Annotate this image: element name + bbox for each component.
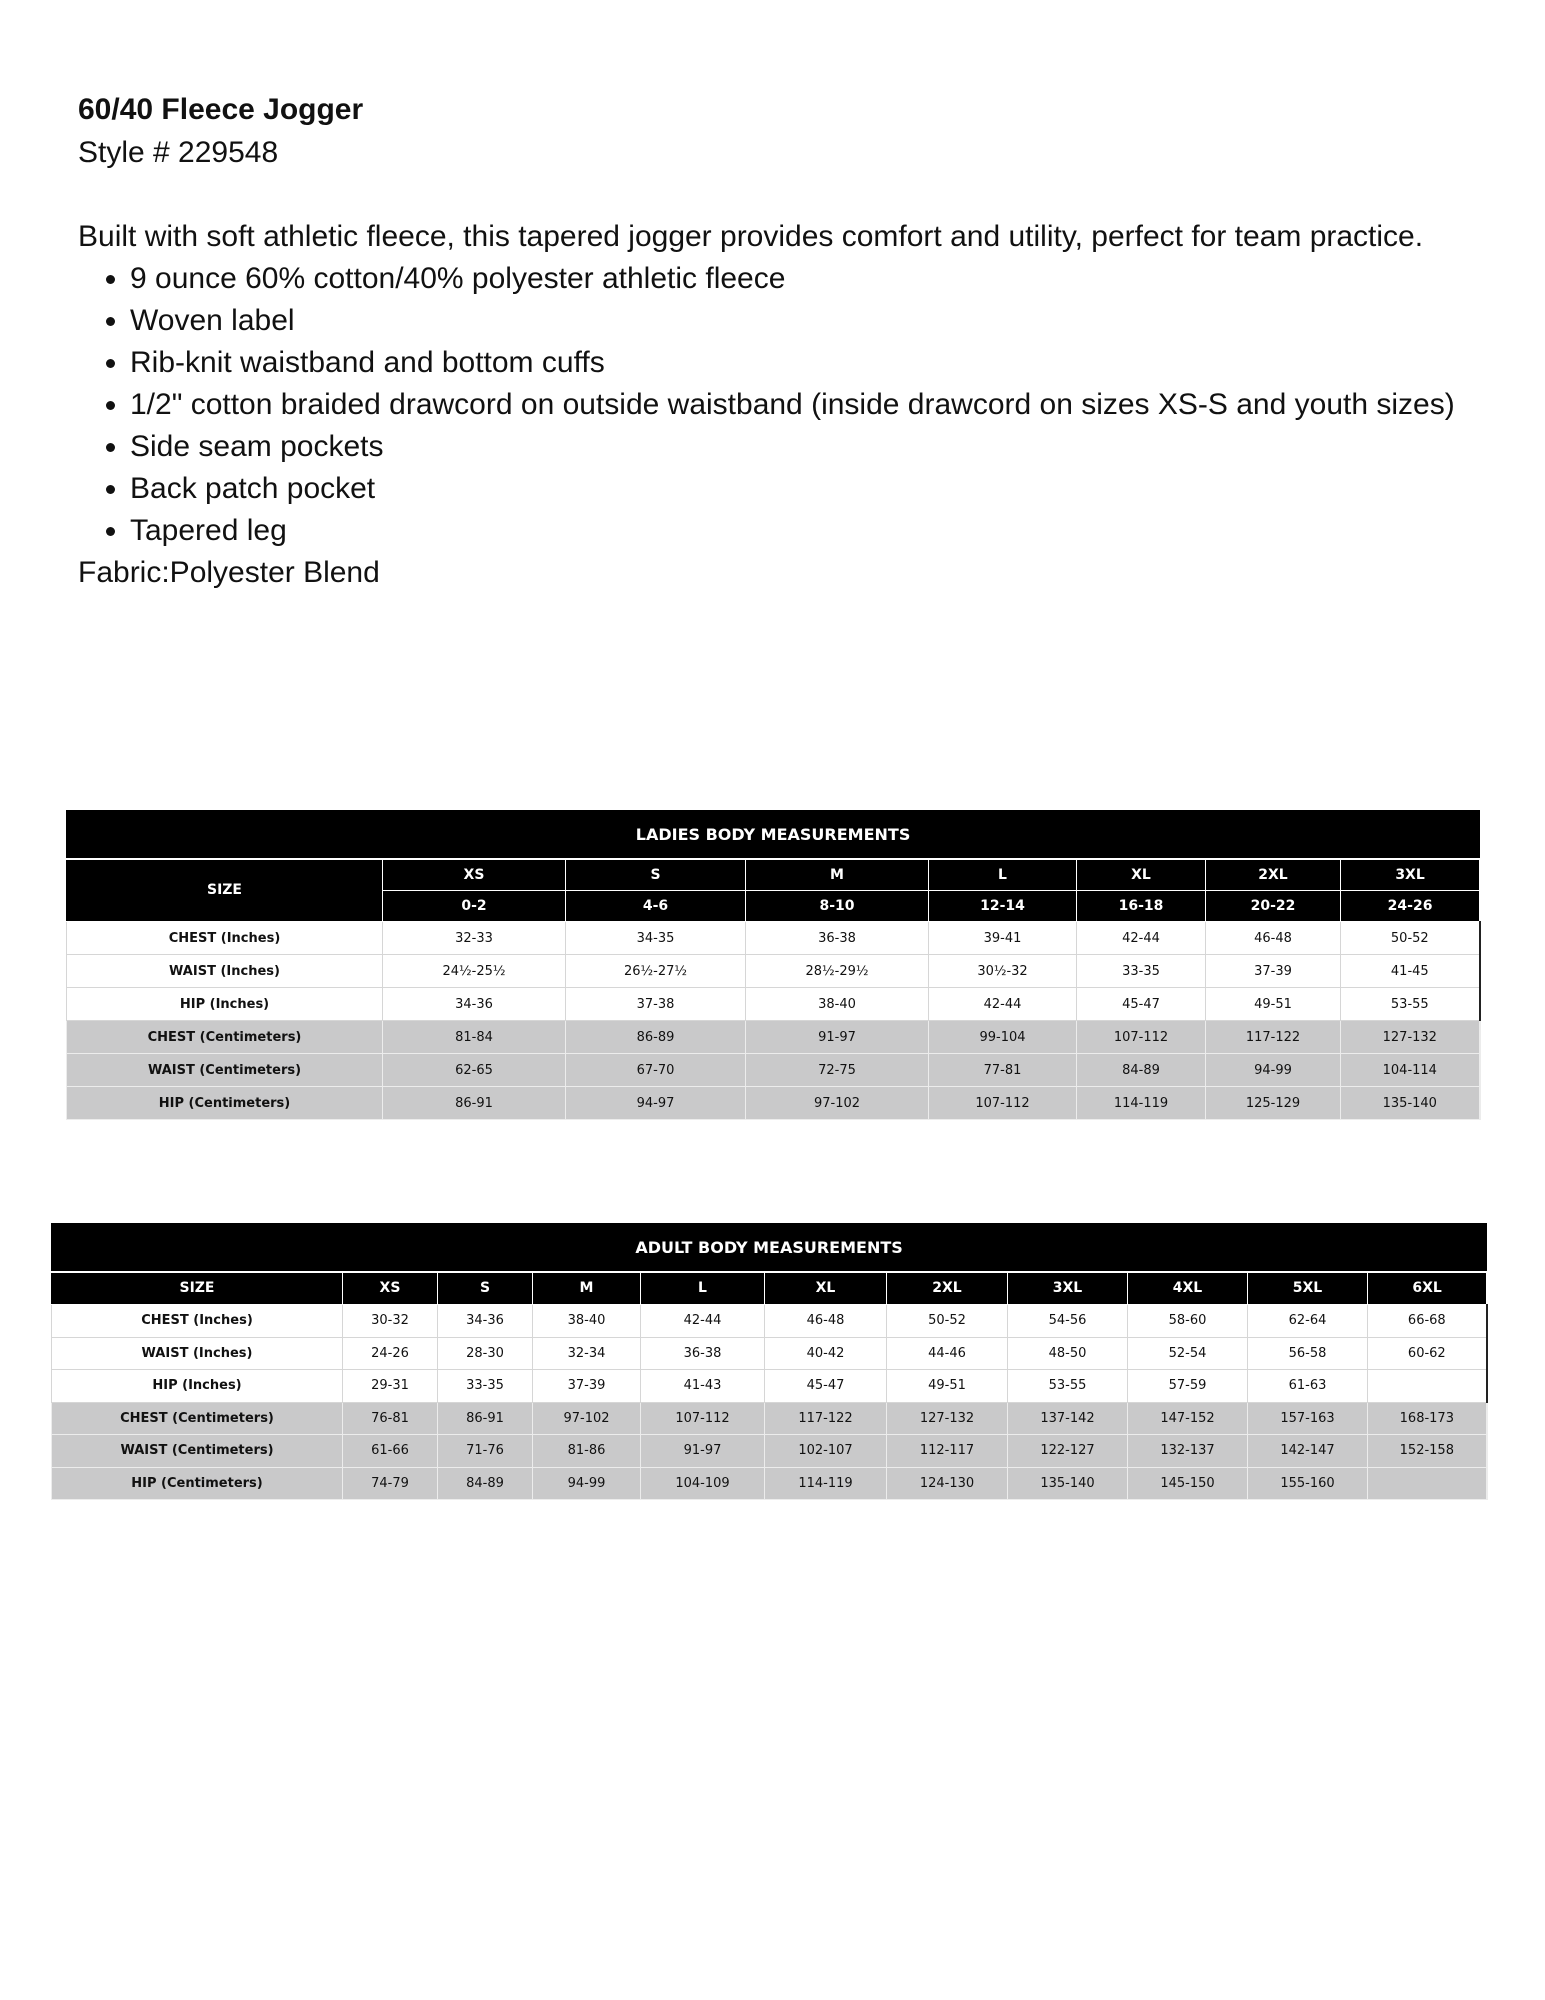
- table-cell: 32-34: [533, 1337, 641, 1370]
- table-row: [67, 988, 1480, 1021]
- table-cell: [1368, 1467, 1487, 1500]
- table-cell: 40-42: [765, 1337, 887, 1370]
- table-cell: 72-75: [746, 1054, 929, 1087]
- table-cell: 91-97: [746, 1021, 929, 1054]
- table-row: [67, 1087, 1480, 1120]
- size-header-cell: M: [533, 1272, 641, 1305]
- size-header-cell: 5XL: [1248, 1272, 1368, 1305]
- ladies-size-header: SIZE: [67, 859, 383, 922]
- table-cell: 81-86: [533, 1435, 641, 1468]
- row-label: HIP (Inches): [52, 1370, 343, 1403]
- numeric-size-cell: 4-6: [566, 891, 746, 922]
- table-row: [52, 1467, 1487, 1500]
- table-cell: 84-89: [1077, 1054, 1206, 1087]
- table-cell: 33-35: [1077, 955, 1206, 988]
- feature-item: • Rib-knit waistband and bottom cuffs: [130, 342, 1498, 384]
- table-cell: 142-147: [1248, 1435, 1368, 1468]
- table-cell: 86-89: [566, 1021, 746, 1054]
- table-cell: 46-48: [765, 1305, 887, 1338]
- product-title: 60/40 Fleece Jogger: [78, 93, 364, 126]
- table-cell: [1368, 1370, 1487, 1403]
- row-label: CHEST (Inches): [67, 922, 383, 955]
- size-header-cell: 2XL: [1206, 859, 1341, 891]
- table-row: [67, 955, 1480, 988]
- row-label: WAIST (Inches): [67, 955, 383, 988]
- row-label: HIP (Centimeters): [67, 1087, 383, 1120]
- table-cell: 34-36: [383, 988, 566, 1021]
- numeric-size-cell: 12-14: [929, 891, 1077, 922]
- adult-chart-title: ADULT BODY MEASUREMENTS: [52, 1224, 1487, 1272]
- table-cell: 30-32: [343, 1305, 438, 1338]
- table-cell: 60-62: [1368, 1337, 1487, 1370]
- table-cell: 147-152: [1128, 1402, 1248, 1435]
- table-cell: 114-119: [1077, 1087, 1206, 1120]
- table-cell: 76-81: [343, 1402, 438, 1435]
- table-cell: 107-112: [929, 1087, 1077, 1120]
- table-cell: 124-130: [887, 1467, 1008, 1500]
- size-header-cell: XS: [383, 859, 566, 891]
- table-cell: 29-31: [343, 1370, 438, 1403]
- table-cell: 33-35: [438, 1370, 533, 1403]
- table-cell: 24½-25½: [383, 955, 566, 988]
- row-label: CHEST (Centimeters): [52, 1402, 343, 1435]
- table-cell: 62-65: [383, 1054, 566, 1087]
- table-cell: 71-76: [438, 1435, 533, 1468]
- table-cell: 53-55: [1008, 1370, 1128, 1403]
- table-cell: 62-64: [1248, 1305, 1368, 1338]
- numeric-size-cell: 24-26: [1341, 891, 1480, 922]
- numeric-size-cell: 20-22: [1206, 891, 1341, 922]
- adult-size-header: SIZE: [52, 1272, 343, 1305]
- table-cell: 125-129: [1206, 1087, 1341, 1120]
- row-label: HIP (Inches): [67, 988, 383, 1021]
- table-cell: 104-114: [1341, 1054, 1480, 1087]
- table-cell: 38-40: [533, 1305, 641, 1338]
- table-cell: 37-38: [566, 988, 746, 1021]
- table-cell: 112-117: [887, 1435, 1008, 1468]
- table-cell: 94-99: [1206, 1054, 1341, 1087]
- table-cell: 74-79: [343, 1467, 438, 1500]
- size-header-cell: 6XL: [1368, 1272, 1487, 1305]
- table-row: [52, 1370, 1487, 1403]
- table-cell: 42-44: [1077, 922, 1206, 955]
- table-cell: 86-91: [383, 1087, 566, 1120]
- table-cell: 122-127: [1008, 1435, 1128, 1468]
- table-cell: 152-158: [1368, 1435, 1487, 1468]
- feature-list: [78, 258, 1498, 552]
- row-label: WAIST (Centimeters): [67, 1054, 383, 1087]
- feature-item: • Back patch pocket: [130, 468, 1498, 510]
- table-cell: 42-44: [929, 988, 1077, 1021]
- feature-item: • Tapered leg: [130, 510, 1498, 552]
- product-summary: Built with soft athletic fleece, this tapered jogger provides comfort and utility, perfect for team practice.: [78, 220, 1424, 253]
- size-header-cell: 3XL: [1008, 1272, 1128, 1305]
- table-cell: 127-132: [887, 1402, 1008, 1435]
- feature-item: • Side seam pockets: [130, 426, 1498, 468]
- table-cell: 32-33: [383, 922, 566, 955]
- feature-item: • 1/2" cotton braided drawcord on outside waistband (inside drawcord on sizes XS-S and youth sizes): [130, 384, 1498, 426]
- table-cell: 97-102: [533, 1402, 641, 1435]
- size-header-cell: 3XL: [1341, 859, 1480, 891]
- table-cell: 37-39: [533, 1370, 641, 1403]
- table-cell: 24-26: [343, 1337, 438, 1370]
- size-header-cell: S: [566, 859, 746, 891]
- table-cell: 50-52: [1341, 922, 1480, 955]
- table-cell: 61-63: [1248, 1370, 1368, 1403]
- table-cell: 114-119: [765, 1467, 887, 1500]
- table-cell: 104-109: [641, 1467, 765, 1500]
- size-header-cell: S: [438, 1272, 533, 1305]
- table-cell: 137-142: [1008, 1402, 1128, 1435]
- size-header-cell: L: [929, 859, 1077, 891]
- size-header-cell: XS: [343, 1272, 438, 1305]
- table-cell: 53-55: [1341, 988, 1480, 1021]
- table-cell: 34-36: [438, 1305, 533, 1338]
- table-cell: 97-102: [746, 1087, 929, 1120]
- table-cell: 56-58: [1248, 1337, 1368, 1370]
- table-row: [67, 1021, 1480, 1054]
- table-cell: 94-97: [566, 1087, 746, 1120]
- table-row: [67, 922, 1480, 955]
- table-cell: 28-30: [438, 1337, 533, 1370]
- numeric-size-cell: 16-18: [1077, 891, 1206, 922]
- table-row: [52, 1402, 1487, 1435]
- table-cell: 67-70: [566, 1054, 746, 1087]
- fabric-info: Fabric:Polyester Blend: [78, 556, 380, 589]
- table-cell: 99-104: [929, 1021, 1077, 1054]
- table-cell: 49-51: [1206, 988, 1341, 1021]
- table-cell: 94-99: [533, 1467, 641, 1500]
- table-cell: 39-41: [929, 922, 1077, 955]
- table-cell: 54-56: [1008, 1305, 1128, 1338]
- table-cell: 107-112: [641, 1402, 765, 1435]
- table-cell: 127-132: [1341, 1021, 1480, 1054]
- table-cell: 135-140: [1008, 1467, 1128, 1500]
- size-header-cell: M: [746, 859, 929, 891]
- table-cell: 37-39: [1206, 955, 1341, 988]
- table-cell: 86-91: [438, 1402, 533, 1435]
- table-cell: 81-84: [383, 1021, 566, 1054]
- table-cell: 57-59: [1128, 1370, 1248, 1403]
- table-cell: 84-89: [438, 1467, 533, 1500]
- size-header-cell: 2XL: [887, 1272, 1008, 1305]
- table-cell: 50-52: [887, 1305, 1008, 1338]
- table-cell: 42-44: [641, 1305, 765, 1338]
- table-cell: 49-51: [887, 1370, 1008, 1403]
- table-cell: 30½-32: [929, 955, 1077, 988]
- table-cell: 157-163: [1248, 1402, 1368, 1435]
- table-cell: 77-81: [929, 1054, 1077, 1087]
- table-cell: 66-68: [1368, 1305, 1487, 1338]
- table-cell: 38-40: [746, 988, 929, 1021]
- table-row: [52, 1435, 1487, 1468]
- row-label: WAIST (Inches): [52, 1337, 343, 1370]
- table-cell: 26½-27½: [566, 955, 746, 988]
- style-number: Style # 229548: [78, 136, 279, 169]
- size-header-cell: XL: [1077, 859, 1206, 891]
- row-label: CHEST (Centimeters): [67, 1021, 383, 1054]
- table-cell: 107-112: [1077, 1021, 1206, 1054]
- table-cell: 117-122: [1206, 1021, 1341, 1054]
- table-cell: 61-66: [343, 1435, 438, 1468]
- table-cell: 41-43: [641, 1370, 765, 1403]
- table-cell: 45-47: [1077, 988, 1206, 1021]
- table-cell: 36-38: [641, 1337, 765, 1370]
- numeric-size-cell: 8-10: [746, 891, 929, 922]
- ladies-size-chart: [66, 810, 1481, 1120]
- table-row: [52, 1337, 1487, 1370]
- table-row: [67, 1054, 1480, 1087]
- table-cell: 117-122: [765, 1402, 887, 1435]
- table-cell: 145-150: [1128, 1467, 1248, 1500]
- table-cell: 41-45: [1341, 955, 1480, 988]
- table-cell: 52-54: [1128, 1337, 1248, 1370]
- table-cell: 155-160: [1248, 1467, 1368, 1500]
- numeric-size-cell: 0-2: [383, 891, 566, 922]
- table-cell: 102-107: [765, 1435, 887, 1468]
- table-cell: 91-97: [641, 1435, 765, 1468]
- table-cell: 44-46: [887, 1337, 1008, 1370]
- feature-item: • 9 ounce 60% cotton/40% polyester athletic fleece: [130, 258, 1498, 300]
- table-cell: 45-47: [765, 1370, 887, 1403]
- adult-size-chart: [51, 1223, 1488, 1500]
- size-header-cell: L: [641, 1272, 765, 1305]
- table-cell: 135-140: [1341, 1087, 1480, 1120]
- table-cell: 46-48: [1206, 922, 1341, 955]
- size-header-cell: XL: [765, 1272, 887, 1305]
- product-description: [78, 88, 1498, 594]
- table-cell: 58-60: [1128, 1305, 1248, 1338]
- feature-item: • Woven label: [130, 300, 1498, 342]
- ladies-chart-title: LADIES BODY MEASUREMENTS: [67, 811, 1480, 859]
- row-label: HIP (Centimeters): [52, 1467, 343, 1500]
- size-header-cell: 4XL: [1128, 1272, 1248, 1305]
- table-cell: 168-173: [1368, 1402, 1487, 1435]
- table-row: [52, 1305, 1487, 1338]
- table-cell: 28½-29½: [746, 955, 929, 988]
- table-cell: 48-50: [1008, 1337, 1128, 1370]
- row-label: WAIST (Centimeters): [52, 1435, 343, 1468]
- table-cell: 34-35: [566, 922, 746, 955]
- row-label: CHEST (Inches): [52, 1305, 343, 1338]
- table-cell: 132-137: [1128, 1435, 1248, 1468]
- table-cell: 36-38: [746, 922, 929, 955]
